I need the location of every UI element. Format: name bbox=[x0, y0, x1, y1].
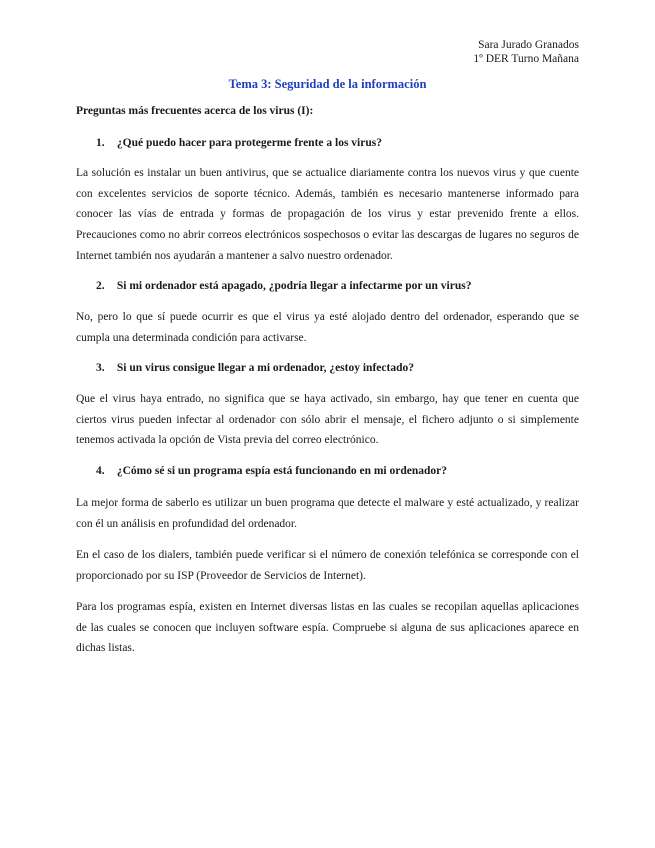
question-number: 1. bbox=[96, 137, 105, 149]
question-number: 3. bbox=[96, 362, 105, 374]
question-text: Si mi ordenador está apagado, ¿podría llegar a infectarme por un virus? bbox=[116, 280, 472, 292]
document-title: Tema 3: Seguridad de la información bbox=[228, 77, 427, 91]
answer-paragraph: Para los programas espía, existen en Internet diversas listas en las cuales se recopilan aquellas aplicaciones de las cuales se conocen que incluyen software espía. Compruebe si alguna de sus aplicaciones aparece en dichas listas. bbox=[76, 601, 579, 655]
answer-paragraph: En el caso de los dialers, también puede verificar si el número de conexión telefónica se corresponde con el proporcionado por su ISP (Proveedor de Servicios de Internet). bbox=[76, 549, 579, 582]
answer-paragraph: Que el virus haya entrado, no significa que se haya activado, sin embargo, hay que tener en cuenta que ciertos virus pueden infectar al ordenador con sólo abrir el mensaje, el fichero adjunto o si simplemente tenemos activada la opción de Vista previa del correo electrónico. bbox=[76, 393, 579, 447]
question-text: ¿Qué puedo hacer para protegerme frente a los virus? bbox=[116, 137, 382, 149]
author-name: Sara Jurado Granados bbox=[478, 39, 579, 51]
question-heading bbox=[96, 137, 382, 149]
question-number: 2. bbox=[96, 280, 105, 292]
question-text: Si un virus consigue llegar a mi ordenador, ¿estoy infectado? bbox=[116, 362, 414, 374]
author-course: 1º DER Turno Mañana bbox=[473, 53, 579, 65]
answer-paragraph: La mejor forma de saberlo es utilizar un buen programa que detecte el malware y esté actualizado, y realizar con él un análisis en profundidad del ordenador. bbox=[76, 497, 579, 530]
question-heading bbox=[96, 362, 414, 374]
question-text: ¿Cómo sé si un programa espía está funcionando en mi ordenador? bbox=[116, 465, 447, 477]
answer-paragraph: No, pero lo que sí puede ocurrir es que el virus ya esté alojado dentro del ordenador, esperando que se cumpla una determinada condición para activarse. bbox=[76, 311, 579, 344]
question-heading bbox=[96, 465, 447, 477]
question-number: 4. bbox=[96, 465, 105, 477]
answer-paragraph: La solución es instalar un buen antivirus, que se actualice diariamente contra los nuevos virus y que cuente con excelentes servicios de soporte técnico. Además, también es necesario mantenerse informado para conocer las vías de entrada y formas de propagación de los virus y estar prevenido frente a ellos. Precauciones como no abrir correos electrónicos sospechosos o evitar las descargas de lugares no seguros de Internet también nos ayudarán a mantener a salvo nuestro ordenador. bbox=[76, 167, 579, 262]
author-block bbox=[474, 38, 579, 66]
document-subtitle: Preguntas más frecuentes acerca de los virus (I): bbox=[76, 105, 314, 117]
question-heading bbox=[96, 280, 471, 292]
